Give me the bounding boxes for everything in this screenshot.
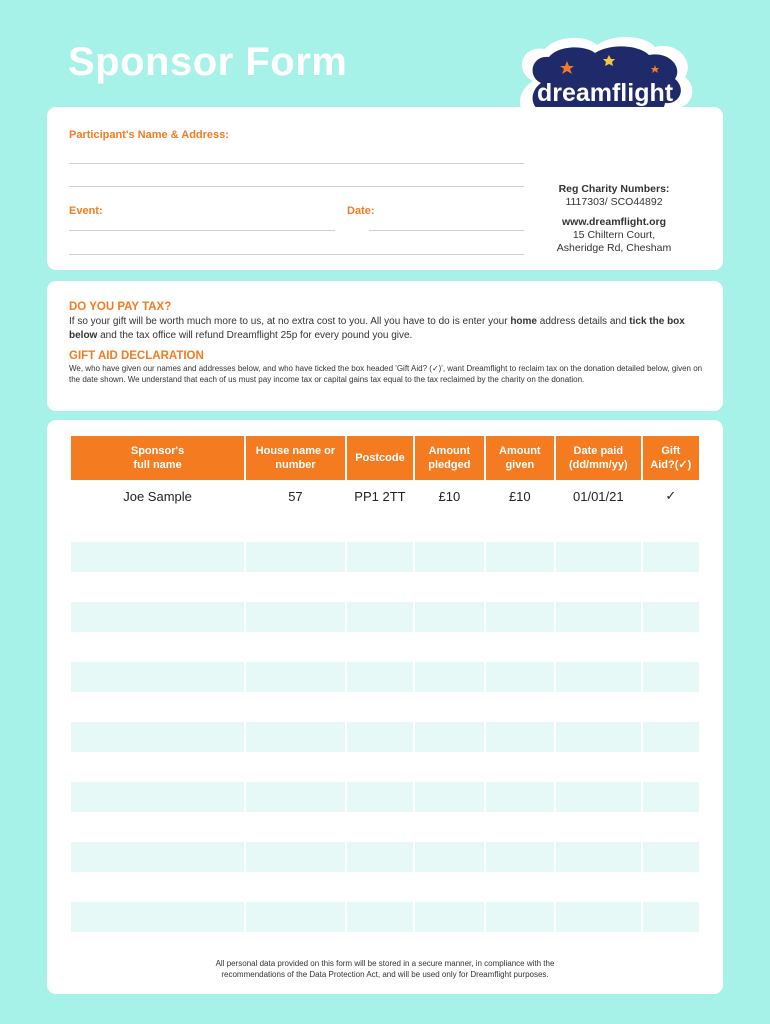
table-row: [71, 812, 699, 842]
cell-house[interactable]: [246, 722, 345, 752]
cell-sponsor-name[interactable]: [71, 662, 244, 692]
logo-wordmark: dreamflight: [536, 79, 674, 107]
charity-address: Asheridge Rd, Chesham: [556, 242, 672, 254]
cell-gift-aid[interactable]: [643, 632, 699, 662]
cell-amount-pledged[interactable]: [415, 752, 483, 782]
cell-postcode[interactable]: [347, 602, 413, 632]
cell-date-paid[interactable]: [556, 602, 641, 632]
event-line[interactable]: [69, 254, 524, 255]
cell-amount-pledged[interactable]: [415, 812, 483, 842]
cell-postcode[interactable]: [347, 872, 413, 902]
cell-sponsor-name[interactable]: [71, 872, 244, 902]
cell-sponsor-name[interactable]: [71, 602, 244, 632]
cell-date-paid[interactable]: [556, 722, 641, 752]
cell-house[interactable]: [246, 872, 345, 902]
cell-house[interactable]: [246, 842, 345, 872]
cell-house[interactable]: [246, 512, 345, 542]
data-protection-notice: All personal data provided on this form will be stored in a secure manner, in compliance with the recommendations of the Data Protection Act, and will be used only for Dreamflight purposes.: [215, 959, 555, 979]
cell-postcode[interactable]: [347, 782, 413, 812]
cell-amount-pledged[interactable]: [415, 542, 483, 572]
table-row: [71, 782, 699, 812]
cell-gift-aid[interactable]: [643, 782, 699, 812]
cell-date-paid[interactable]: [556, 572, 641, 602]
cell-amount-given[interactable]: [486, 512, 554, 542]
cell-amount-pledged[interactable]: [415, 662, 483, 692]
cell-postcode[interactable]: [347, 692, 413, 722]
name-address-line[interactable]: [69, 186, 524, 187]
cell-date-paid[interactable]: [556, 782, 641, 812]
name-address-line[interactable]: [69, 163, 524, 164]
table-row: [71, 512, 699, 542]
table-row: [71, 632, 699, 662]
cell-amount-given[interactable]: [486, 632, 554, 662]
cell-sponsor-name[interactable]: [71, 512, 244, 542]
charity-info: [527, 183, 701, 255]
table-row: [71, 902, 699, 932]
cell-gift-aid[interactable]: [643, 662, 699, 692]
cell-date-paid[interactable]: [556, 872, 641, 902]
cell-house[interactable]: [246, 782, 345, 812]
website-link[interactable]: www.dreamflight.org: [561, 216, 667, 228]
cell-amount-given[interactable]: [486, 602, 554, 632]
cell-amount-pledged[interactable]: [415, 632, 483, 662]
cell-date-paid[interactable]: [556, 752, 641, 782]
cell-house: 57: [288, 488, 303, 504]
cell-gift-aid[interactable]: [643, 902, 699, 932]
tax-heading: DO YOU PAY TAX?: [69, 301, 172, 313]
table-row: [71, 752, 699, 782]
cell-house[interactable]: [246, 752, 345, 782]
cell-postcode[interactable]: [347, 722, 413, 752]
gift-aid-heading: GIFT AID DECLARATION: [69, 350, 204, 362]
cell-postcode: PP1 2TT: [354, 488, 406, 504]
cell-date-paid[interactable]: [556, 812, 641, 842]
cell-postcode[interactable]: [347, 662, 413, 692]
cell-date-paid[interactable]: [556, 692, 641, 722]
cell-gift-aid[interactable]: [643, 692, 699, 722]
cell-amount-pledged[interactable]: [415, 572, 483, 602]
cell-sponsor-name[interactable]: [71, 752, 244, 782]
cell-house[interactable]: [246, 572, 345, 602]
table-row-example: [71, 480, 699, 512]
table-row: [71, 872, 699, 902]
cell-amount-given[interactable]: [486, 572, 554, 602]
cell-date-paid[interactable]: [556, 512, 641, 542]
event-line[interactable]: [69, 230, 335, 231]
cell-gift-aid[interactable]: [643, 752, 699, 782]
cell-house[interactable]: [246, 812, 345, 842]
cell-amount-given[interactable]: [486, 542, 554, 572]
cell-postcode[interactable]: [347, 812, 413, 842]
cell-sponsor-name[interactable]: [71, 902, 244, 932]
sponsor-table-card: [47, 420, 723, 994]
cell-sponsor-name[interactable]: [71, 782, 244, 812]
participant-card: [47, 107, 723, 270]
cell-amount-given[interactable]: [486, 782, 554, 812]
tax-paragraph: If so your gift will be worth much more to us, at no extra cost to you. All you have to do is enter your home address details and tick the box below and the tax office will refund Dreamflight 25p for every pound you give.: [69, 316, 685, 341]
cell-date-paid[interactable]: [556, 902, 641, 932]
cell-house[interactable]: [246, 632, 345, 662]
page-title: Sponsor Form: [68, 40, 348, 84]
cell-amount-pledged[interactable]: [415, 722, 483, 752]
cell-amount-given[interactable]: [486, 812, 554, 842]
cell-sponsor-name[interactable]: [71, 632, 244, 662]
cell-amount-pledged[interactable]: [415, 902, 483, 932]
cell-amount-given[interactable]: [486, 722, 554, 752]
date-label: Date:: [347, 205, 375, 217]
cell-postcode[interactable]: [347, 902, 413, 932]
header-sponsor-name: Sponsor's full name: [71, 436, 244, 480]
cell-date-paid[interactable]: [556, 662, 641, 692]
cell-amount-given[interactable]: [486, 902, 554, 932]
table-row: [71, 692, 699, 722]
cell-amount-pledged[interactable]: [415, 602, 483, 632]
table-row: [71, 722, 699, 752]
cell-sponsor-name[interactable]: [71, 722, 244, 752]
gift-aid-text: We, who have given our names and addresses below, and who have ticked the box headed 'Gift Aid? (✓)', want Dreamflight to reclaim tax on the donation detailed below, given on the date shown. We understand that each of us must pay income tax or capital gains tax equal to the tax reclaimed by the charity on the donation.: [69, 364, 703, 384]
participant-name-label: Participant's Name & Address:: [69, 129, 229, 141]
cell-postcode[interactable]: [347, 632, 413, 662]
cell-gift-aid[interactable]: [643, 722, 699, 752]
date-line[interactable]: [369, 230, 524, 231]
table-row: [71, 602, 699, 632]
header-house: House name or number: [246, 436, 345, 480]
reg-charity-numbers: 1117303/ SCO44892: [565, 196, 663, 208]
cell-sponsor-name[interactable]: [71, 542, 244, 572]
cell-amount-pledged: £10: [438, 488, 461, 504]
cell-house[interactable]: [246, 542, 345, 572]
cell-sponsor-name[interactable]: [71, 812, 244, 842]
cell-amount-pledged[interactable]: [415, 872, 483, 902]
cell-date-paid[interactable]: [556, 842, 641, 872]
cell-gift-aid[interactable]: [643, 872, 699, 902]
cell-date-paid[interactable]: [556, 542, 641, 572]
cell-gift-aid: ✓: [665, 488, 677, 503]
cell-house[interactable]: [246, 902, 345, 932]
cell-amount-pledged[interactable]: [415, 782, 483, 812]
header-date-paid: Date paid (dd/mm/yy): [556, 436, 641, 480]
cell-postcode[interactable]: [347, 752, 413, 782]
cell-amount-given[interactable]: [486, 872, 554, 902]
reg-charity-label: Reg Charity Numbers:: [558, 183, 670, 195]
cell-gift-aid[interactable]: [643, 512, 699, 542]
cell-date-paid: 01/01/21: [573, 488, 624, 504]
cell-sponsor-name: Joe Sample: [123, 488, 192, 504]
cell-postcode[interactable]: [347, 842, 413, 872]
cell-house[interactable]: [246, 662, 345, 692]
table-row: [71, 662, 699, 692]
charity-address: 15 Chiltern Court,: [572, 229, 656, 241]
cell-gift-aid[interactable]: [643, 842, 699, 872]
table-row: [71, 572, 699, 602]
header-amount-given: Amount given: [486, 436, 554, 480]
cell-house[interactable]: [246, 692, 345, 722]
cell-postcode[interactable]: [347, 542, 413, 572]
cell-postcode[interactable]: [347, 572, 413, 602]
cell-amount-pledged[interactable]: [415, 512, 483, 542]
cell-gift-aid[interactable]: [643, 812, 699, 842]
cell-amount-given[interactable]: [486, 662, 554, 692]
tax-card: [47, 281, 723, 411]
cell-amount-given[interactable]: [486, 692, 554, 722]
header-gift-aid: Gift Aid?(✓): [643, 436, 699, 480]
cell-gift-aid[interactable]: [643, 602, 699, 632]
cell-amount-pledged[interactable]: [415, 842, 483, 872]
event-label: Event:: [69, 205, 103, 217]
cell-sponsor-name[interactable]: [71, 692, 244, 722]
cell-gift-aid[interactable]: [643, 542, 699, 572]
table-row: [71, 842, 699, 872]
cell-date-paid[interactable]: [556, 632, 641, 662]
cell-postcode[interactable]: [347, 512, 413, 542]
header-amount-pledged: Amount pledged: [415, 436, 483, 480]
header-postcode: Postcode: [347, 436, 413, 480]
cell-amount-pledged[interactable]: [415, 692, 483, 722]
cell-house[interactable]: [246, 602, 345, 632]
cell-amount-given: £10: [508, 488, 531, 504]
sponsor-table: [69, 436, 701, 932]
cell-sponsor-name[interactable]: [71, 842, 244, 872]
table-row: [71, 542, 699, 572]
cell-gift-aid[interactable]: [643, 572, 699, 602]
cell-amount-given[interactable]: [486, 842, 554, 872]
cell-amount-given[interactable]: [486, 752, 554, 782]
table-header-row: [71, 436, 699, 480]
cell-sponsor-name[interactable]: [71, 572, 244, 602]
